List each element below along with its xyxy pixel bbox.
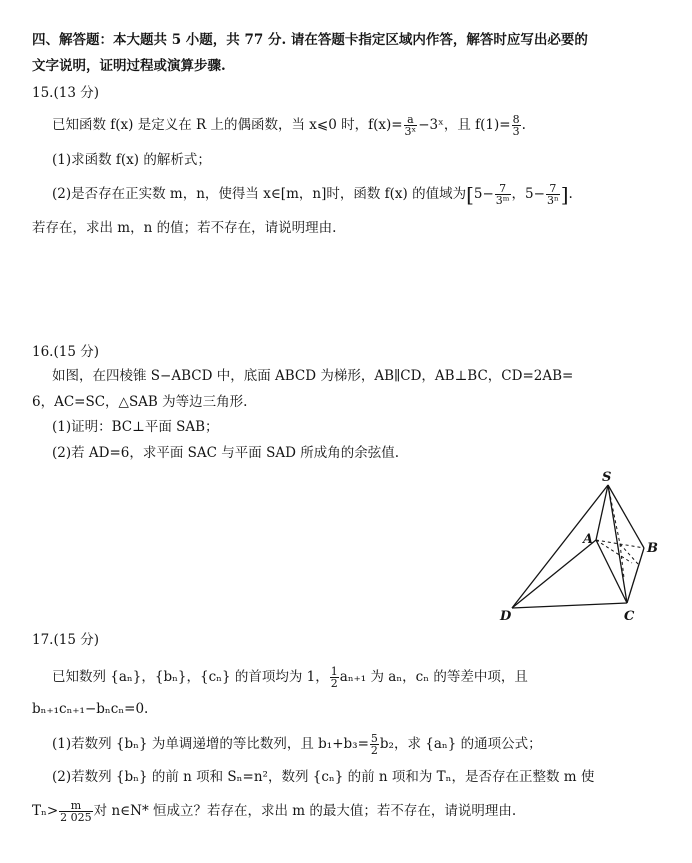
q17-part1-a: (1)若数列 {bₙ} 为单调递增的等比数列，且 b₁+b₃= bbox=[52, 736, 369, 752]
frac-denominator: 2 025 bbox=[60, 811, 92, 824]
q15-frac-7-over-3m bbox=[495, 183, 511, 206]
label-a: A bbox=[583, 532, 594, 547]
q15-frac-7-over-3n bbox=[546, 183, 560, 206]
q15-part1: (1)求函数 f(x) 的解析式； bbox=[52, 152, 211, 168]
label-s: S bbox=[602, 470, 612, 485]
q15-part2 bbox=[52, 183, 573, 206]
q16-stem-line1: 如图，在四棱锥 S−ABCD 中，底面 ABCD 为梯形，AB∥CD，AB⊥BC，CD=2AB= bbox=[52, 368, 574, 384]
q17-part2: (2)若数列 {bₙ} 的前 n 项和 Sₙ=n²，数列 {cₙ} 的前 n 项和为 Tₙ，是否存在正整数 m 使 bbox=[52, 769, 595, 785]
label-b: B bbox=[647, 541, 658, 556]
frac-numerator: 7 bbox=[495, 183, 511, 195]
q15-range-sep: ，5− bbox=[511, 186, 545, 202]
q17-stem-b: aₙ₊₁ 为 aₙ，cₙ 的等差中项，且 bbox=[339, 669, 528, 685]
frac-numerator: m bbox=[59, 800, 93, 812]
q15-bracket-close: ] bbox=[560, 182, 569, 207]
q16-header: 16.(15 分) bbox=[32, 344, 99, 360]
edge-cb bbox=[627, 548, 644, 603]
frac-numerator: 5 bbox=[370, 732, 378, 745]
frac-denominator: 3ᵐ bbox=[495, 194, 510, 207]
q17-stem-line1 bbox=[52, 666, 528, 689]
label-c: C bbox=[624, 609, 635, 624]
q16-part2: (2)若 AD=6，求平面 SAC 与平面 SAD 所成角的余弦值. bbox=[52, 445, 399, 461]
q15-part2-a: (2)是否存在正实数 m，n，使得当 x∈[m，n]时，函数 f(x) 的值域为 bbox=[52, 186, 467, 202]
q15-part2-continued: 若存在，求出 m，n 的值；若不存在，请说明理由. bbox=[32, 220, 337, 236]
aux-line-4 bbox=[620, 544, 638, 564]
frac-denominator: 2 bbox=[330, 677, 338, 690]
q17-frac-1-over-2 bbox=[330, 666, 339, 689]
q17-part1-b: b₂，求 {aₙ} 的通项公式； bbox=[379, 736, 542, 752]
q15-frac-8-over-3 bbox=[512, 114, 521, 137]
q16-stem-line2: 6，AC=SC，△SAB 为等边三角形. bbox=[32, 394, 248, 410]
q15-stem-b: −3ˣ，且 f(1)= bbox=[418, 117, 511, 133]
frac-denominator: 3ⁿ bbox=[546, 194, 559, 207]
q15-frac-a-over-3x bbox=[404, 114, 418, 137]
q17-header: 17.(15 分) bbox=[32, 632, 99, 648]
q17-frac-5-over-2 bbox=[370, 733, 379, 756]
frac-denominator: 2 bbox=[370, 744, 378, 757]
q16-part1: (1)证明：BC⊥平面 SAB； bbox=[52, 419, 219, 435]
frac-denominator: 3 bbox=[512, 125, 520, 138]
q17-stem-a: 已知数列 {aₙ}，{bₙ}，{cₙ} 的首项均为 1， bbox=[52, 669, 329, 685]
q17-stem-line2: bₙ₊₁cₙ₊₁−bₙcₙ=0. bbox=[32, 701, 149, 717]
frac-numerator: a bbox=[404, 114, 418, 126]
frac-numerator: 1 bbox=[330, 665, 338, 678]
q17-part2-continued bbox=[32, 800, 516, 823]
edge-dc bbox=[512, 603, 627, 608]
q15-part2-end: . bbox=[568, 186, 573, 202]
edge-ds bbox=[512, 485, 608, 608]
q15-stem-c: . bbox=[521, 117, 526, 133]
q15-header: 15.(13 分) bbox=[32, 85, 99, 101]
pyramid-figure bbox=[492, 468, 672, 628]
q15-range-a: 5− bbox=[473, 186, 494, 202]
edge-da bbox=[512, 540, 596, 608]
frac-numerator: 7 bbox=[546, 183, 560, 195]
section-title-line1: 四、解答题：本大题共 5 小题，共 77 分. 请在答题卡指定区域内作答，解答时应写出必要的 bbox=[32, 32, 588, 48]
q15-stem bbox=[52, 114, 526, 137]
label-d: D bbox=[500, 609, 512, 624]
q15-bracket-open: [ bbox=[466, 182, 474, 207]
q17-part1 bbox=[52, 733, 542, 756]
section-title-line2: 文字说明，证明过程或演算步骤. bbox=[32, 58, 226, 74]
frac-numerator: 8 bbox=[512, 113, 520, 126]
frac-denominator: 3ˣ bbox=[404, 125, 417, 138]
q15-stem-a: 已知函数 f(x) 是定义在 R 上的偶函数，当 x⩽0 时，f(x)= bbox=[52, 117, 403, 133]
q17-part2b-b: 对 n∈N* 恒成立？若存在，求出 m 的最大值；若不存在，请说明理由. bbox=[93, 803, 517, 819]
q17-part2b-a: Tₙ> bbox=[32, 803, 59, 819]
q17-frac-m-over-2025 bbox=[59, 800, 93, 823]
